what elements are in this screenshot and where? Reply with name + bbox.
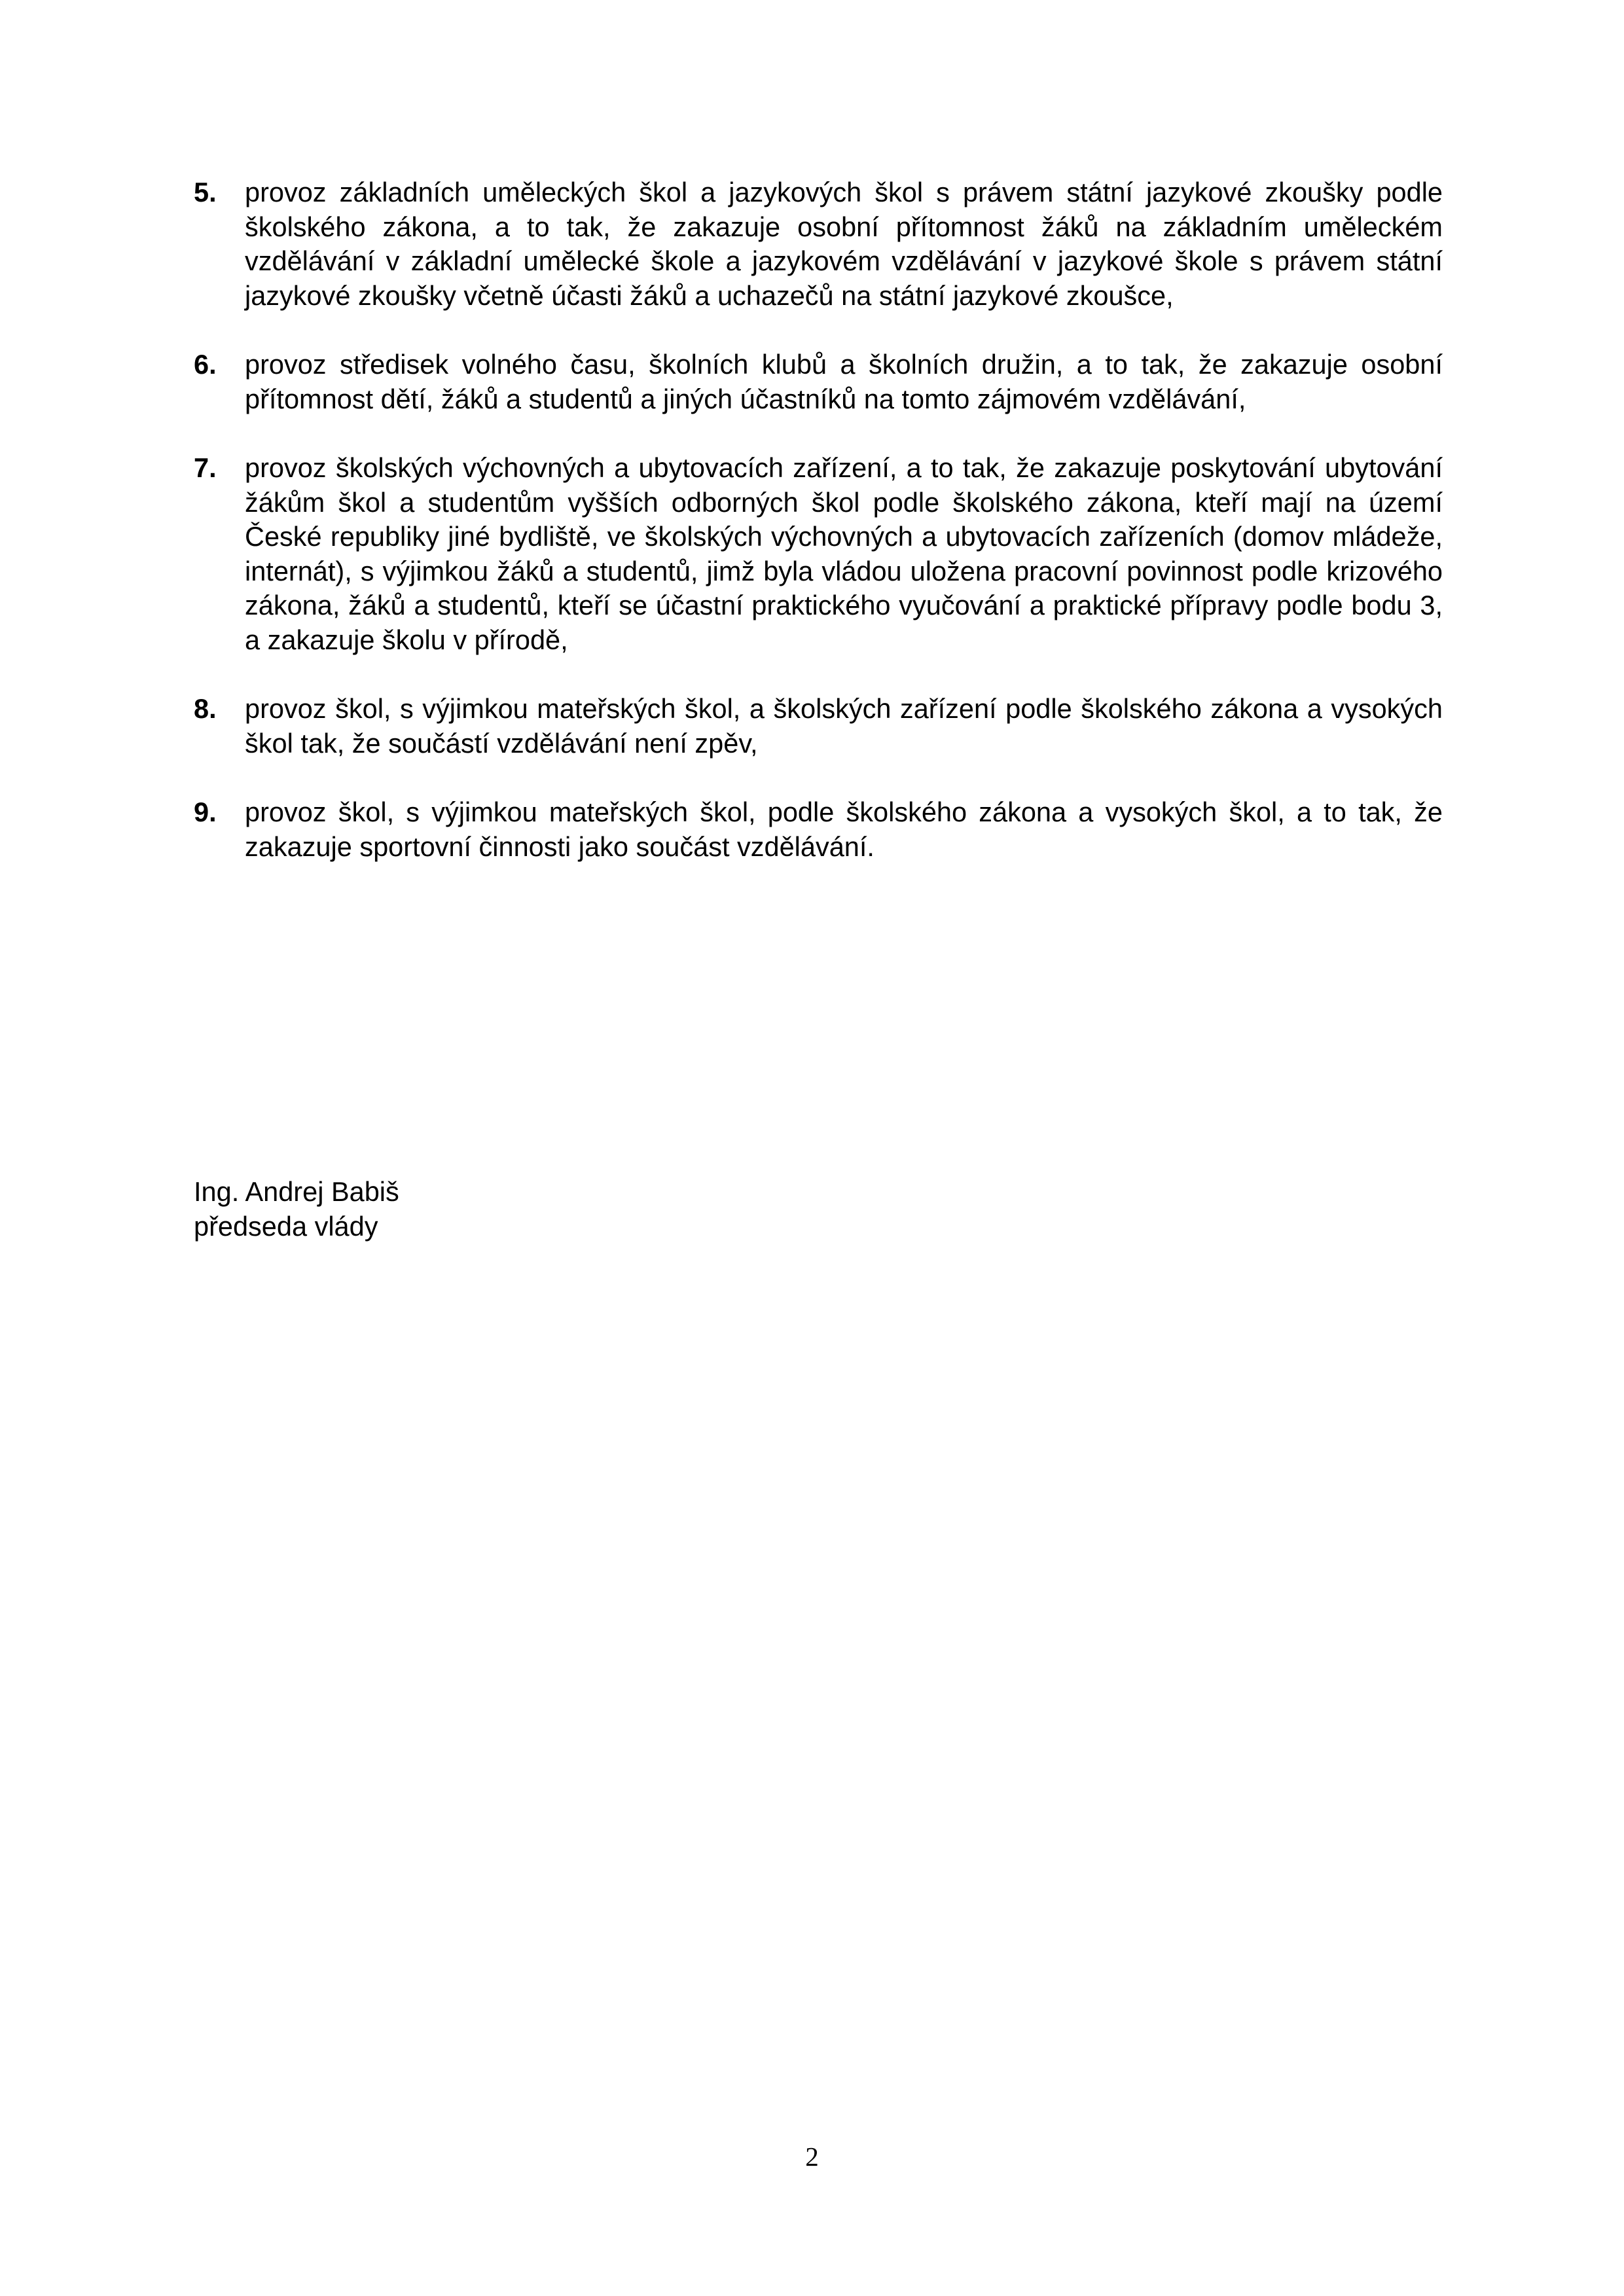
signatory-name: Ing. Andrej Babiš: [194, 1176, 399, 1207]
item-text: provoz základních uměleckých škol a jazykových škol s právem státní jazykové zkoušky podle školského zákona, a to tak, že zakazuje osobní přítomnost žáků na základním uměleckém vzdělávání v základní umělecké škole a jazykovém vzdělávání v jazykové škole s právem státní jazykové zkoušky včetně účasti žáků a uchazečů na státní jazykové zkoušce,: [245, 177, 1443, 311]
page-number: 2: [805, 2142, 819, 2172]
list-item: [194, 175, 1443, 313]
list-item: [194, 348, 1443, 416]
list-item: [194, 795, 1443, 864]
list-item: [194, 451, 1443, 657]
item-text: provoz škol, s výjimkou mateřských škol, a školských zařízení podle školského zákona a vysokých škol tak, že součástí vzdělávání není zpěv,: [245, 693, 1443, 759]
item-number: 6.: [194, 349, 217, 380]
numbered-list: [194, 175, 1443, 899]
list-item: [194, 692, 1443, 761]
signatory-title: předseda vlády: [194, 1210, 378, 1242]
item-number: 5.: [194, 177, 217, 207]
item-number: 8.: [194, 693, 217, 724]
item-text: provoz středisek volného času, školních klubů a školních družin, a to tak, že zakazuje osobní přítomnost dětí, žáků a studentů a jiných účastníků na tomto zájmovém vzdělávání,: [245, 349, 1443, 414]
item-text: provoz školských výchovných a ubytovacích zařízení, a to tak, že zakazuje poskytování ubytování žákům škol a studentům vyšších odborných škol podle školského zákona, kteří mají na území České republiky jiné bydliště, ve školských výchovných a ubytovacích zařízeních (domov mládeže, internát), s výjimkou žáků a studentů, jimž byla vládou uložena pracovní povinnost podle krizového zákona, žáků a studentů, kteří se účastní praktického vyučování a praktické přípravy podle bodu 3, a zakazuje školu v přírodě,: [245, 452, 1443, 655]
signature-block: [194, 1175, 399, 1244]
item-number: 7.: [194, 452, 217, 483]
item-text: provoz škol, s výjimkou mateřských škol, podle školského zákona a vysokých škol, a to tak, že zakazuje sportovní činnosti jako součást vzdělávání.: [245, 797, 1443, 862]
item-number: 9.: [194, 797, 217, 827]
